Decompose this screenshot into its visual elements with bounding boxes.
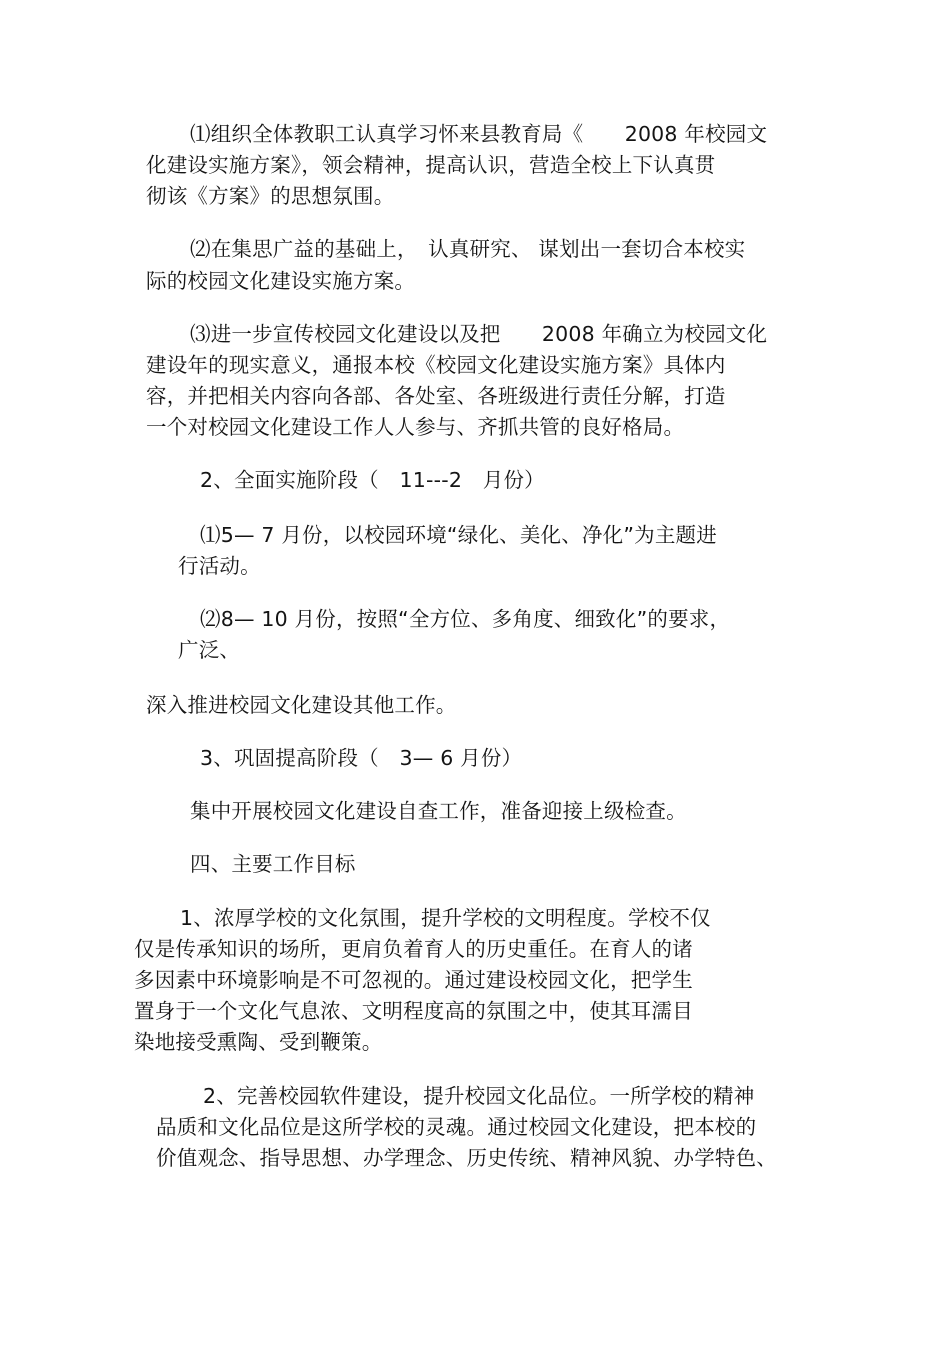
text-line: 彻该《方案》的思想氛围。 bbox=[146, 184, 395, 208]
text-line: 建设年的现实意义，通报本校《校园文化建设实施方案》具体内 bbox=[146, 353, 726, 377]
text-line: 2、全面实施阶段（ 11---2 月份） bbox=[200, 468, 545, 492]
text-line: 价值观念、指导思想、办学理念、历史传统、精神风貌、办学特色、 bbox=[156, 1146, 777, 1170]
text-line: 多因素中环境影响是不可忽视的。通过建设校园文化，把学生 bbox=[134, 968, 693, 992]
text-line: ⑴组织全体教职工认真学习怀来县教育局《 2008 年校园文 bbox=[190, 122, 768, 146]
text-line: 置身于一个文化气息浓、文明程度高的氛围之中，使其耳濡目 bbox=[134, 999, 693, 1023]
text-line: ⑶进一步宣传校园文化建设以及把 2008 年确立为校园文化 bbox=[190, 322, 768, 346]
text-line: ⑴5— 7 月份，以校园环境“绿化、美化、净化”为主题进 bbox=[200, 523, 717, 547]
text-line: 广泛、 bbox=[178, 638, 241, 662]
text-line: 仅是传承知识的场所，更肩负着育人的历史重任。在育人的诸 bbox=[134, 937, 693, 961]
text-line: 深入推进校园文化建设其他工作。 bbox=[146, 693, 457, 717]
text-line: ⑵在集思广益的基础上， 认真研究、 谋划出一套切合本校实 bbox=[190, 237, 746, 261]
text-line: 四、主要工作目标 bbox=[190, 852, 356, 876]
text-line: 染地接受熏陶、受到鞭策。 bbox=[134, 1030, 383, 1054]
text-line: 1、浓厚学校的文化氛围，提升学校的文明程度。学校不仅 bbox=[180, 906, 711, 930]
text-line: 品质和文化品位是这所学校的灵魂。通过校园文化建设，把本校的 bbox=[156, 1115, 757, 1139]
text-line: 一个对校园文化建设工作人人参与、齐抓共管的良好格局。 bbox=[146, 415, 685, 439]
text-line: 2、完善校园软件建设，提升校园文化品位。一所学校的精神 bbox=[203, 1084, 755, 1108]
text-line: ⑵8— 10 月份，按照“全方位、多角度、细致化”的要求， bbox=[200, 607, 731, 631]
text-line: 集中开展校园文化建设自查工作，准备迎接上级检查。 bbox=[190, 799, 687, 823]
text-line: 际的校园文化建设实施方案。 bbox=[146, 269, 416, 293]
text-line: 3、巩固提高阶段（ 3— 6 月份） bbox=[200, 746, 523, 770]
text-line: 化建设实施方案》，领会精神，提高认识，营造全校上下认真贯 bbox=[146, 153, 716, 177]
text-line: 行活动。 bbox=[178, 554, 261, 578]
text-line: 容，并把相关内容向各部、各处室、各班级进行责任分解，打造 bbox=[146, 384, 726, 408]
